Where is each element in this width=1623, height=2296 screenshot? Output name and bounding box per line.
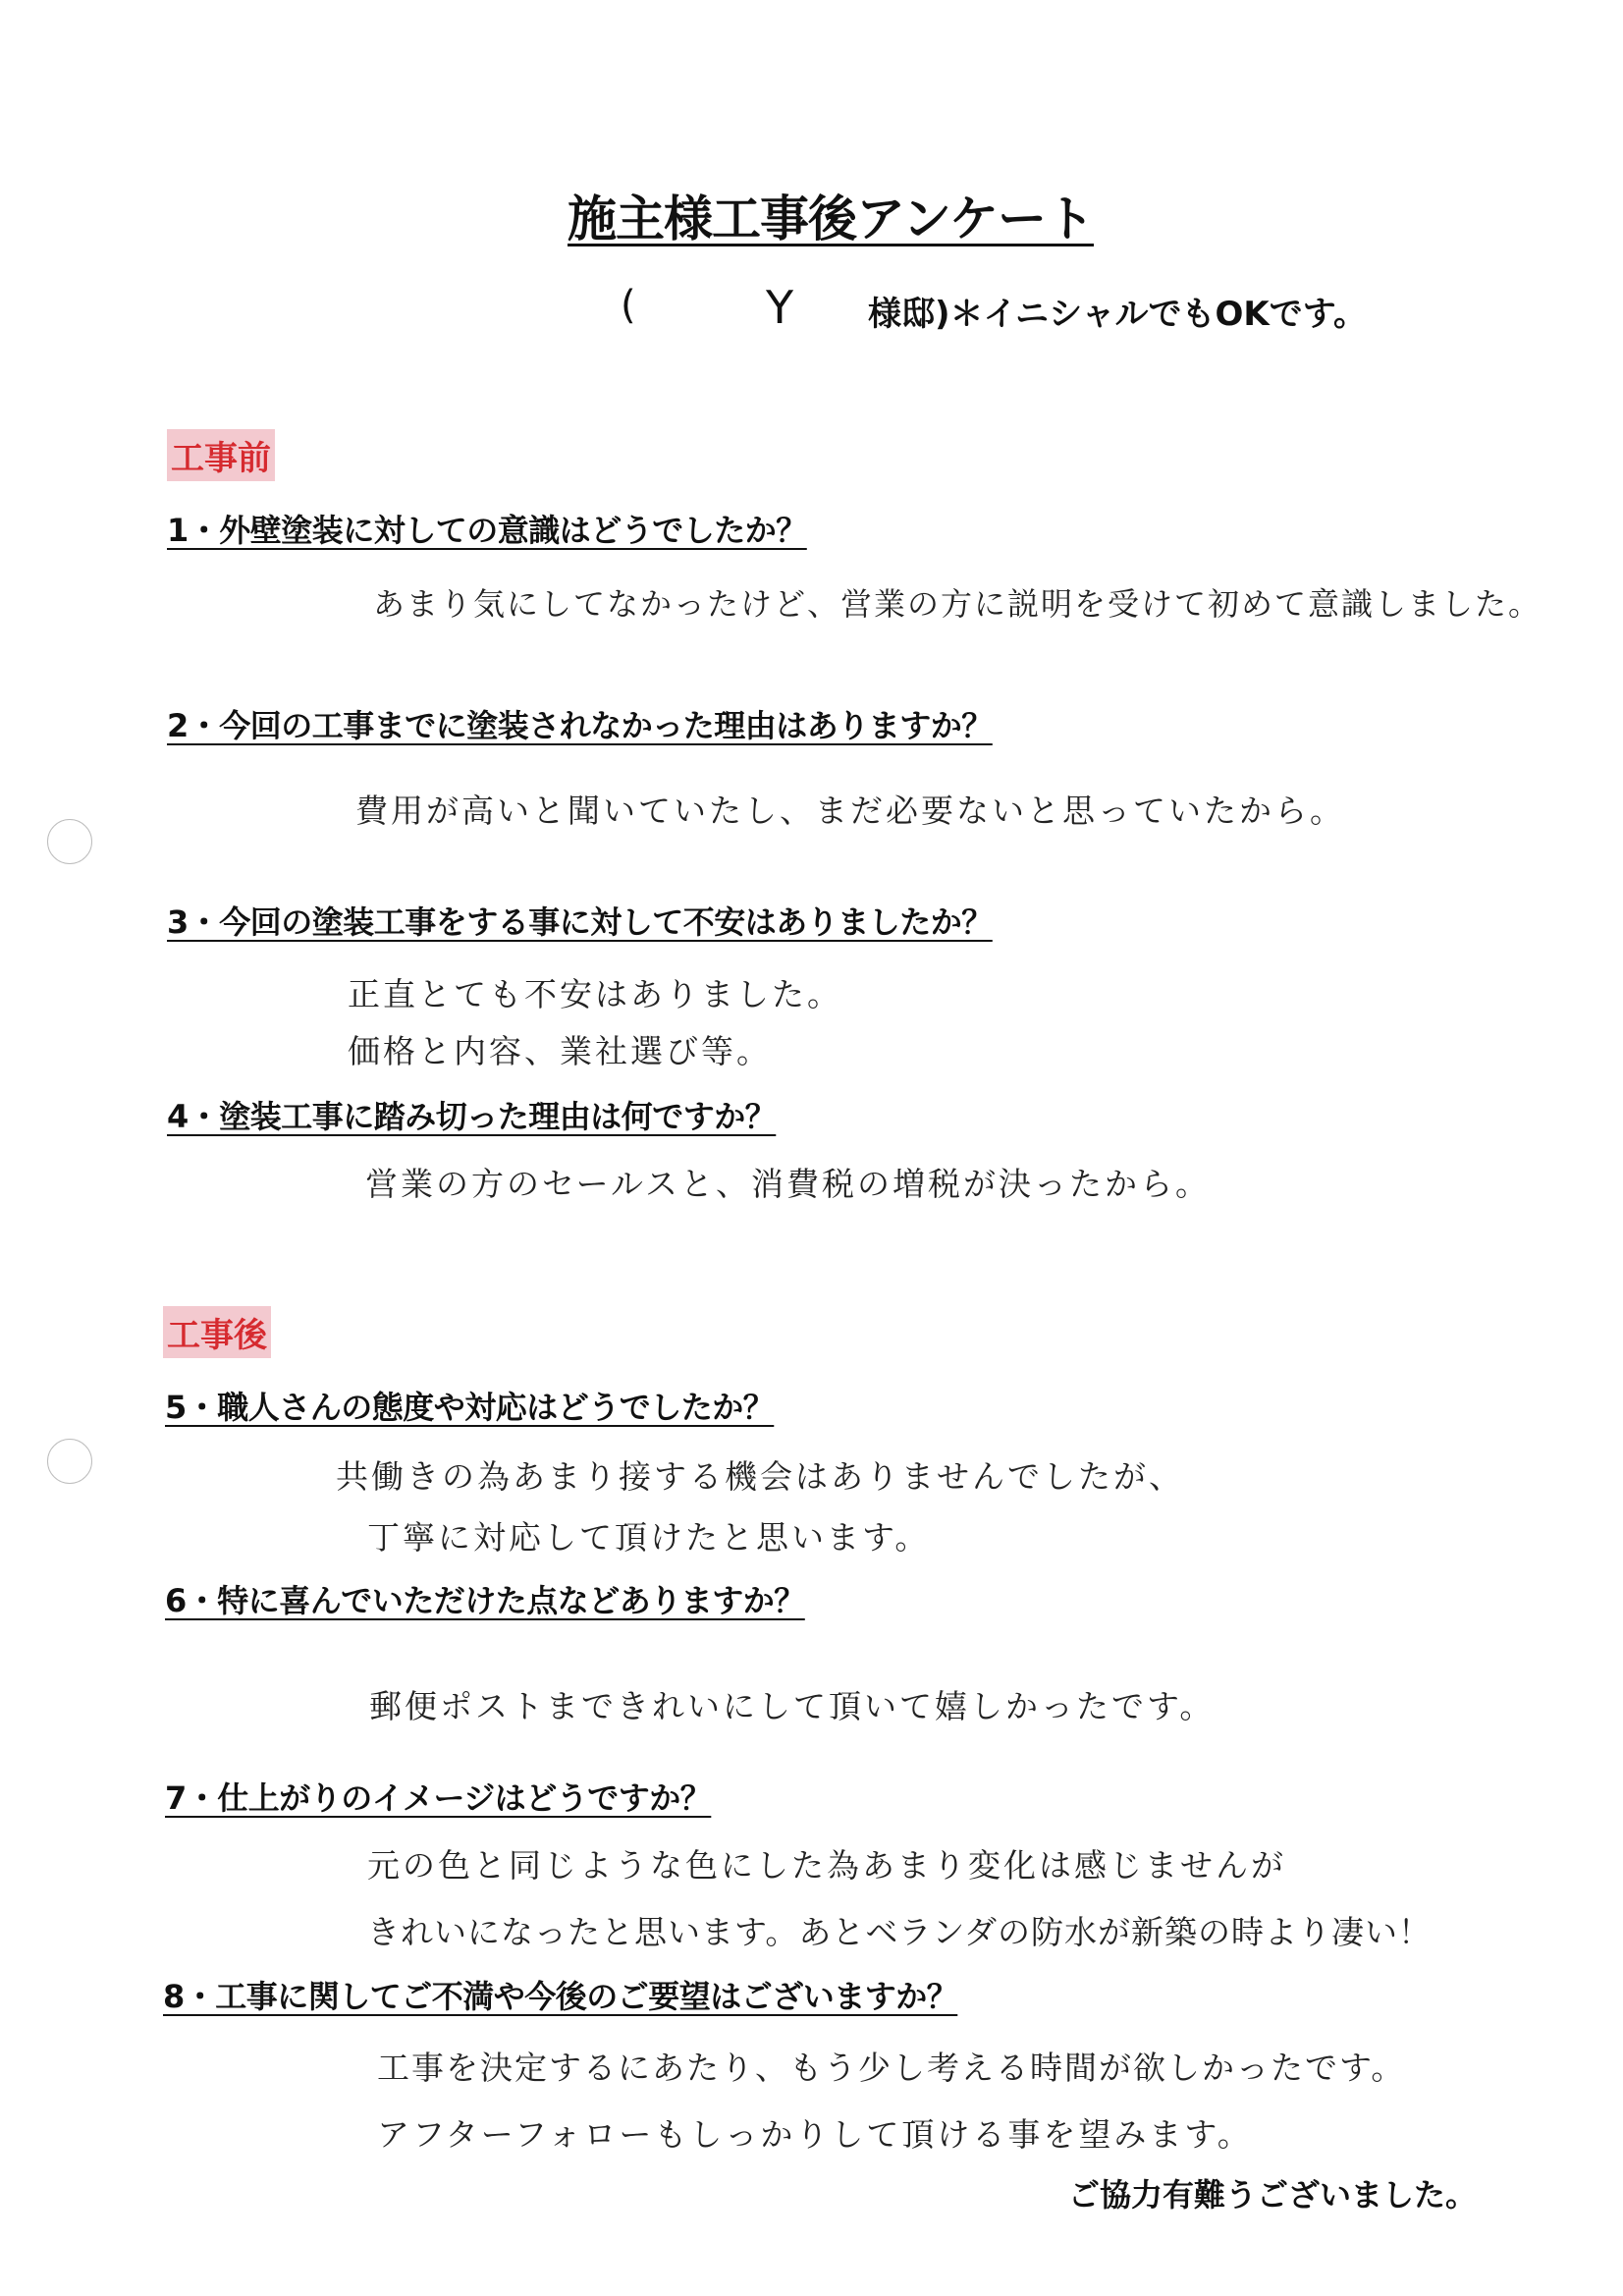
name-paren-open: ( bbox=[621, 283, 636, 328]
name-suffix-note: 様邸)＊イニシャルでもOKです。 bbox=[868, 295, 1368, 334]
answer-3-line-2: 価格と内容、業社選び等。 bbox=[348, 1032, 772, 1070]
answer-2-line-1: 費用が高いと聞いていたし、まだ必要ないと思っていたから。 bbox=[355, 792, 1345, 830]
punch-hole-bottom bbox=[47, 1439, 92, 1484]
answer-8-line-1: 工事を決定するにあたり、もう少し考える時間が欲しかったです。 bbox=[377, 2049, 1406, 2087]
question-8: 8・工事に関してご不満や今後のご要望はございますか？ bbox=[163, 1978, 958, 2015]
answer-5-line-1: 共働きの為あまり接する機会はありませんでしたが、 bbox=[336, 1457, 1184, 1496]
closing-thanks: ご協力有難うございました。 bbox=[1068, 2176, 1478, 2214]
answer-3-line-1: 正直とても不安はありました。 bbox=[348, 975, 842, 1013]
section-after-label: 工事後 bbox=[167, 1316, 267, 1355]
survey-title: 施主様工事後アンケート bbox=[568, 191, 1094, 247]
answer-1-line-1: あまり気にしてなかったけど、営業の方に説明を受けて初めて意識しました。 bbox=[373, 585, 1542, 623]
answer-4-line-1: 営業の方のセールスと、消費税の増税が決ったから。 bbox=[365, 1165, 1212, 1203]
question-3: 3・今回の塗装工事をする事に対して不安はありましたか？ bbox=[167, 903, 993, 941]
customer-initial: Y bbox=[766, 281, 794, 334]
question-4: 4・塗装工事に踏み切った理由は何ですか？ bbox=[167, 1098, 777, 1135]
question-7: 7・仕上がりのイメージはどうですか？ bbox=[165, 1779, 712, 1817]
question-6: 6・特に喜んでいただけた点などありますか？ bbox=[165, 1582, 805, 1619]
section-before-construction bbox=[167, 429, 275, 481]
answer-7-line-2: きれいになったと思います。あとベランダの防水が新築の時より凄い！ bbox=[367, 1913, 1433, 1951]
question-1: 1・外壁塗装に対しての意識はどうでしたか？ bbox=[167, 512, 807, 549]
punch-hole-top bbox=[47, 819, 92, 864]
question-2: 2・今回の工事までに塗装されなかった理由はありますか？ bbox=[167, 707, 993, 744]
question-5: 5・職人さんの態度や対応はどうでしたか？ bbox=[165, 1389, 775, 1426]
answer-7-line-1: 元の色と同じような色にした為あまり変化は感じませんが bbox=[367, 1846, 1286, 1885]
answer-6-line-1: 郵便ポストまできれいにして頂いて嬉しかったです。 bbox=[369, 1687, 1216, 1725]
section-after-construction bbox=[163, 1306, 271, 1358]
answer-5-line-2: 丁寧に対応して頂けたと思います。 bbox=[367, 1518, 931, 1557]
answer-8-line-2: アフターフォローもしっかりして頂ける事を望みます。 bbox=[377, 2115, 1253, 2154]
section-before-label: 工事前 bbox=[171, 439, 271, 478]
